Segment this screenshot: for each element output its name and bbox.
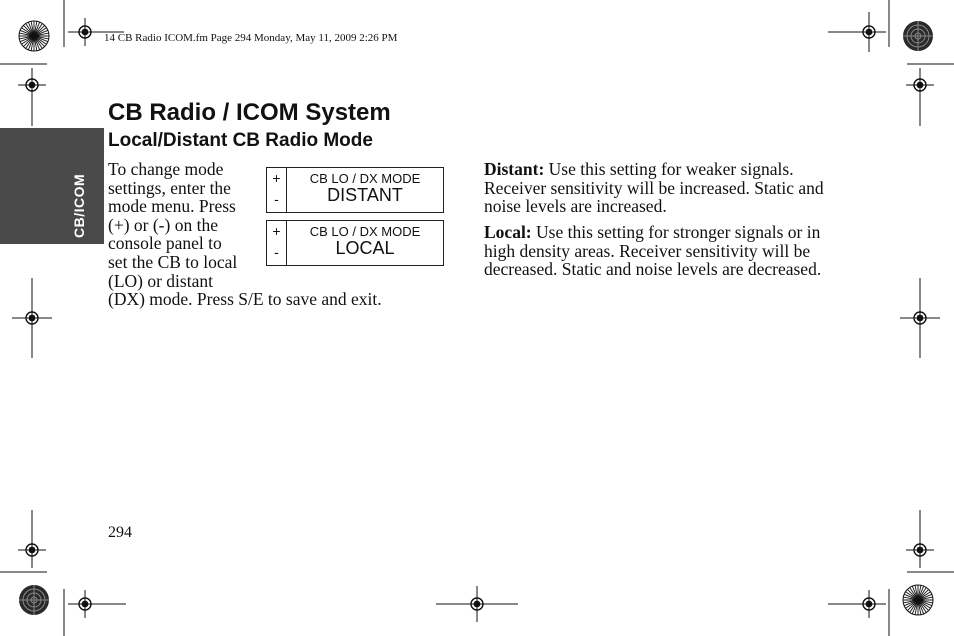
definition-text: Use this setting for weaker signals. Receiver sensitivity will be increased. Static and noise levels are increased. [484,159,824,217]
display-keys [267,221,287,265]
section-tab [0,128,104,244]
display-distant [266,167,444,213]
intro-paragraph [108,160,268,290]
section-subtitle: Local/Distant CB Radio Mode [108,130,373,151]
intro-line: (+) or (-) on the [108,214,218,235]
intro-line: mode menu. Press [108,196,236,217]
page-number: 294 [108,524,132,541]
definition-distant [484,160,829,216]
display-value: DISTANT [327,185,403,205]
intro-line-last: (DX) mode. Press S/E to save and exit. [108,289,382,309]
page-title: CB Radio / ICOM System [108,99,391,126]
definition-term: Local: [484,222,532,242]
definition-text: Use this setting for stronger signals or in high density areas. Receiver sensitivity will be decreased. Static and noise levels are decreased. [484,222,822,280]
plus-key-label: + [272,223,281,239]
display-keys [267,168,287,212]
section-tab-label: CB/ICOM [71,173,87,238]
print-header: 14 CB Radio ICOM.fm Page 294 Monday, May 11, 2009 2:26 PM [104,32,398,44]
intro-line: (LO) or distant [108,270,213,291]
intro-line: settings, enter the [108,177,231,198]
display-local [266,220,444,266]
intro-line: console panel to [108,233,222,254]
intro-line: set the CB to local [108,251,238,272]
minus-key-label: - [274,191,279,207]
display-title: CB LO / DX MODE [309,224,421,239]
definition-local [484,223,829,279]
display-title: CB LO / DX MODE [309,171,421,186]
display-value: LOCAL [335,238,395,258]
definition-term: Distant: [484,159,545,179]
plus-key-label: + [272,170,281,186]
intro-line: To change mode [108,159,224,179]
minus-key-label: - [274,244,279,260]
